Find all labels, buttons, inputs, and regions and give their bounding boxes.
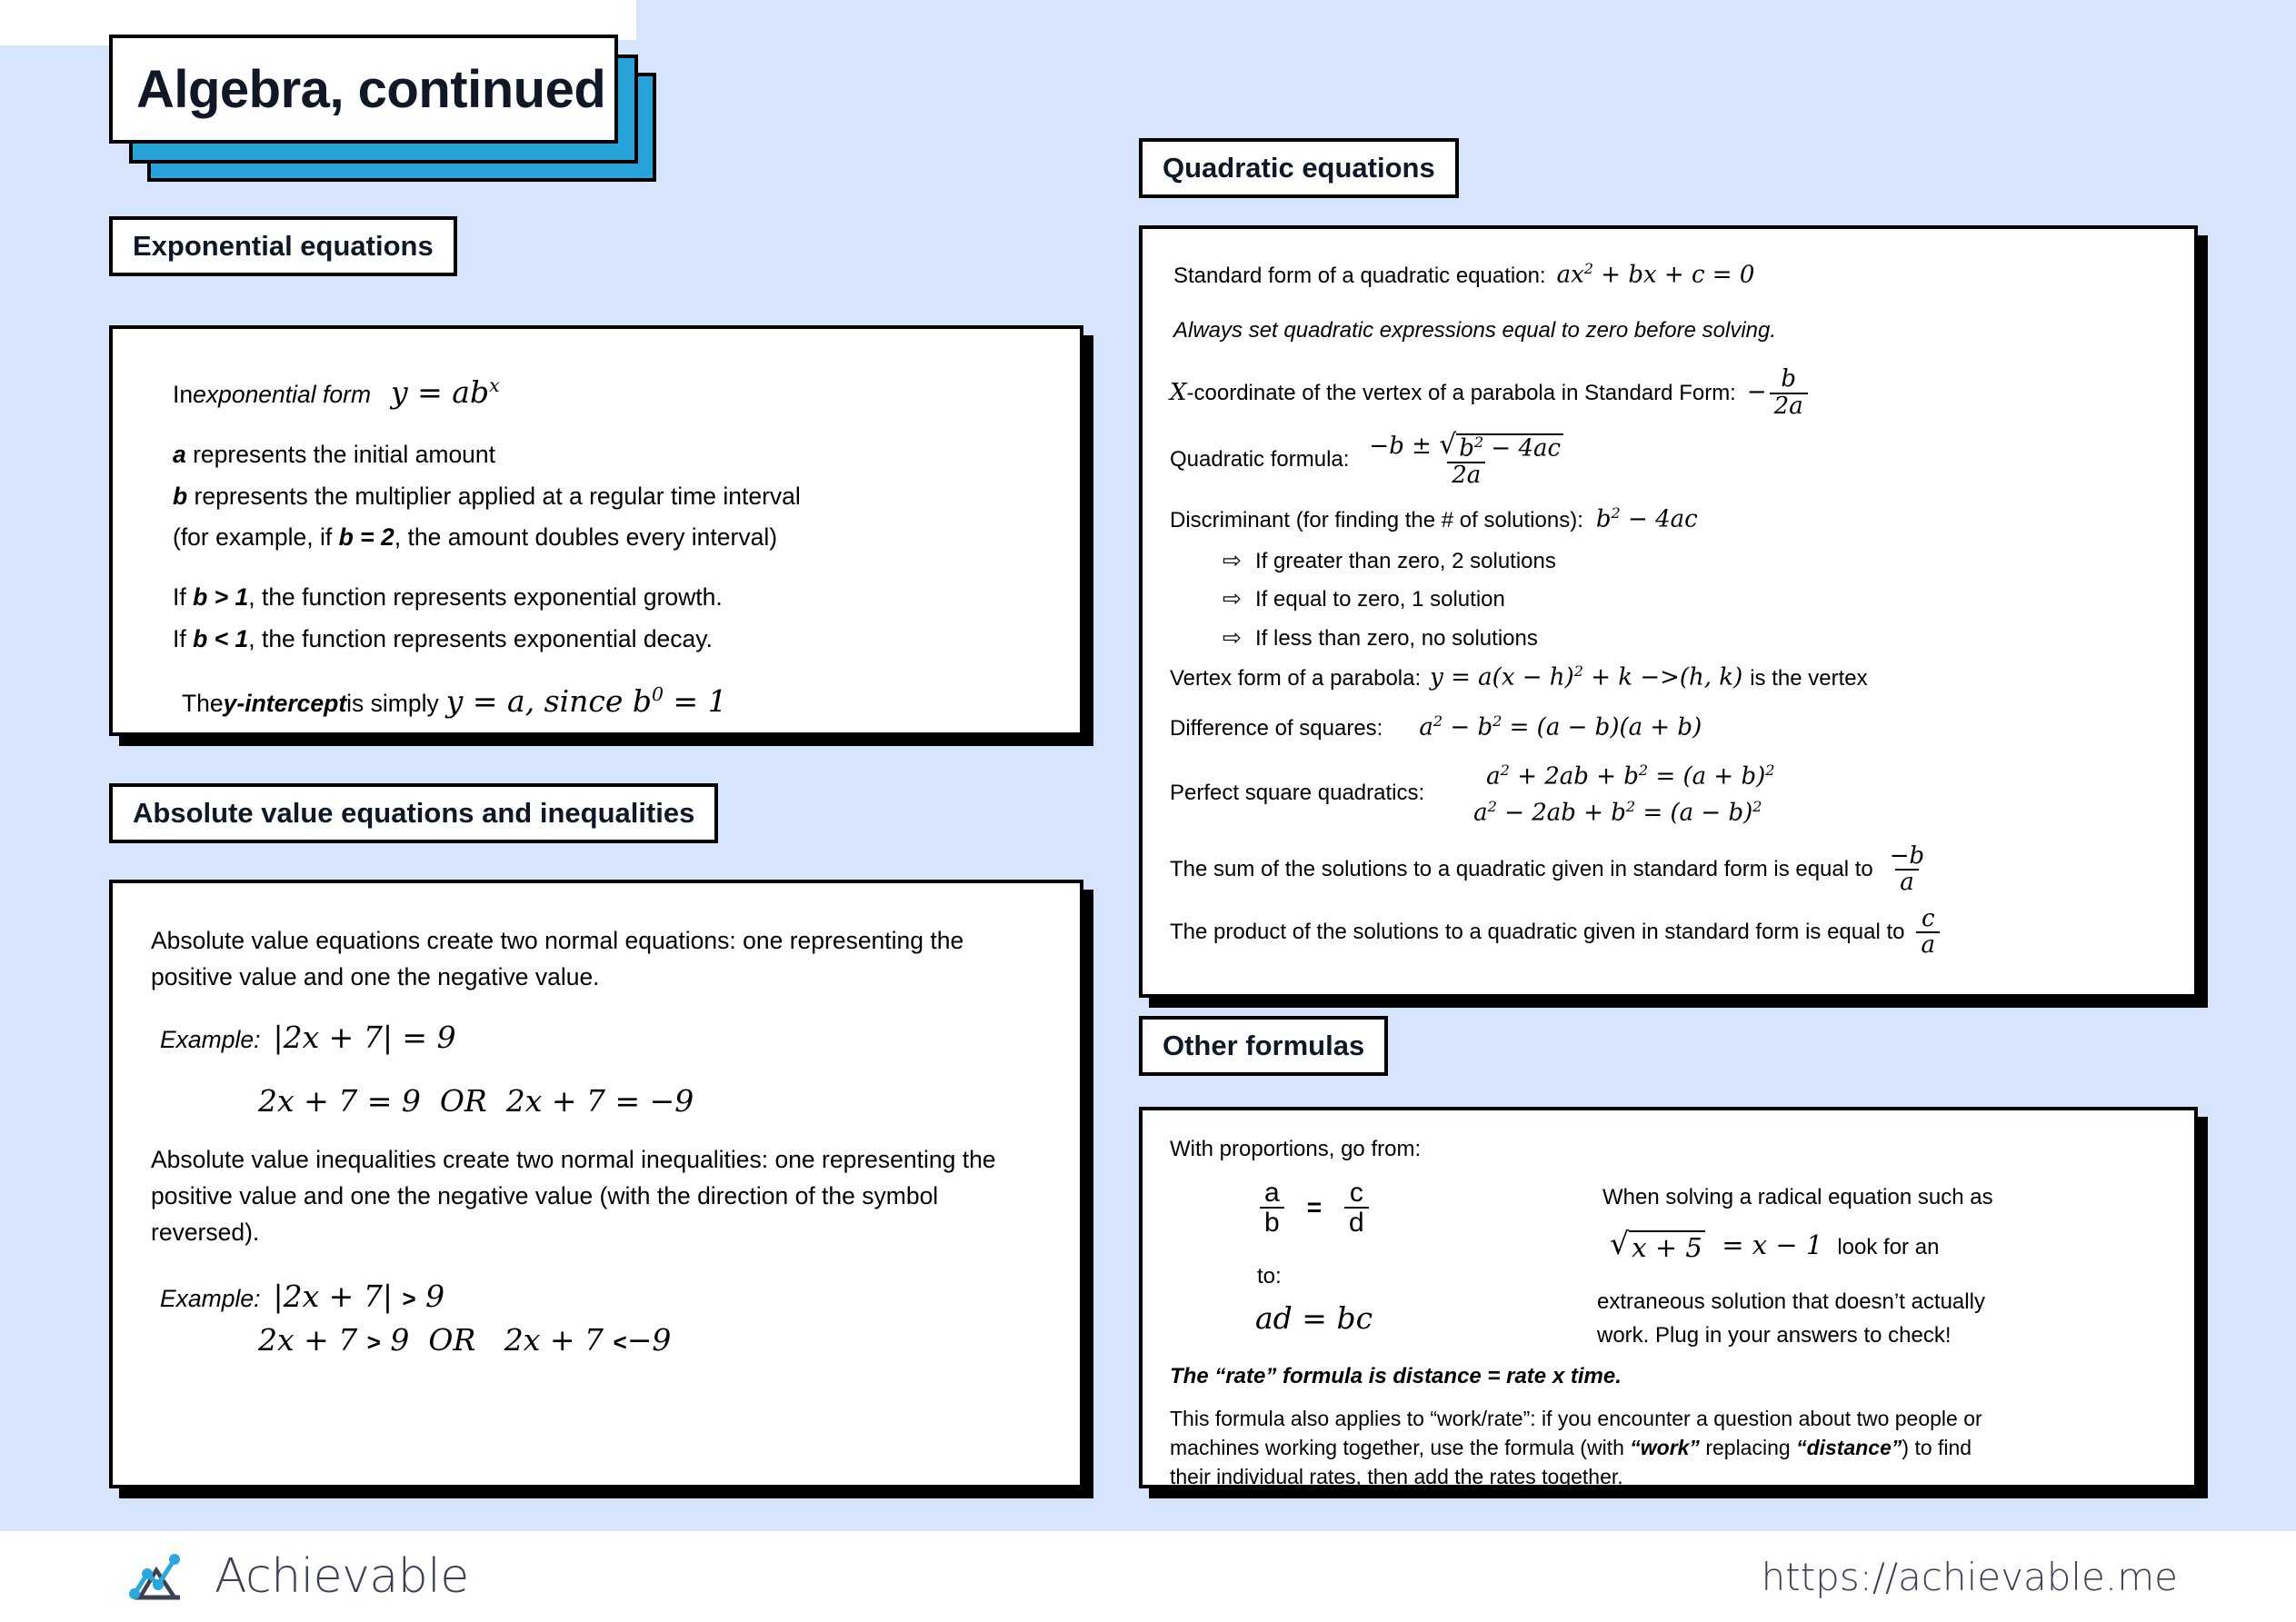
section-header-quadratic-label: Quadratic equations bbox=[1163, 152, 1435, 184]
abs-example-eq-row bbox=[160, 1020, 1053, 1059]
page-footer bbox=[0, 1531, 2296, 1622]
abs-example-ineq-row bbox=[160, 1279, 1053, 1318]
section-header-exponential-label: Exponential equations bbox=[133, 230, 434, 262]
exp-yintercept-row bbox=[182, 683, 1053, 722]
quad-sum-formula: $\frac{-b}{a}$ bbox=[1889, 842, 1925, 897]
exp-example-line bbox=[173, 520, 1053, 556]
section-header-other-formulas bbox=[1139, 1016, 1388, 1076]
quad-standard-label: Standard form of a quadratic equation: bbox=[1173, 263, 1546, 288]
exp-b-symbol: b bbox=[173, 482, 188, 510]
prop-equals: = bbox=[1306, 1193, 1323, 1222]
card-absolute-value bbox=[109, 880, 1083, 1488]
other-rate-note-pre: The “rate” formula is distance = rate bbox=[1170, 1363, 1552, 1388]
arrow-bullet-icon: ⇨ bbox=[1223, 625, 1242, 652]
other-work-rate-line2 bbox=[1170, 1433, 2171, 1462]
quad-perfect-formula-1: $a^2 + 2ab + b^2 = (a + b)^2$ bbox=[1486, 761, 1775, 791]
background-notch-left bbox=[0, 0, 109, 45]
quad-bullet-label: If greater than zero, 2 solutions bbox=[1255, 548, 1556, 573]
other-radical-line1: When solving a radical equation such as bbox=[1602, 1184, 1993, 1209]
quad-product-row bbox=[1170, 904, 2171, 960]
quad-difference-label: Difference of squares: bbox=[1170, 716, 1383, 741]
quad-discriminant-label: Discriminant (for finding the # of solutions): bbox=[1170, 507, 1583, 532]
exp-decay-bold: b < 1 bbox=[193, 624, 249, 652]
other-rate-note bbox=[1170, 1361, 2171, 1393]
exp-b-line bbox=[173, 479, 1053, 515]
abs-paragraph-1: Absolute value equations create two normal equations: one representing the positive value and one the negative value. bbox=[151, 927, 964, 990]
other-proportion-block bbox=[1166, 1166, 1584, 1352]
other-radical-line3: work. Plug in your answers to check! bbox=[1597, 1323, 1952, 1348]
other-radical-formula-row bbox=[1610, 1225, 2171, 1264]
section-header-exponential bbox=[109, 216, 457, 276]
quad-difference-row bbox=[1170, 712, 2171, 744]
exp-growth-line bbox=[173, 580, 1053, 616]
quad-sum-row bbox=[1170, 844, 2171, 896]
quad-vertex-form-row bbox=[1170, 662, 2171, 694]
exp-lead-row bbox=[173, 374, 1053, 413]
quad-bullet-label: If less than zero, no solutions bbox=[1255, 626, 1538, 652]
exp-yint-formula: y = a, since $b^0 = 1$ bbox=[445, 682, 727, 719]
quad-formula: −b ± √ $b^2 - 4ac$ 2a bbox=[1362, 432, 1571, 488]
exp-growth-post: , the function represents exponential growth. bbox=[248, 583, 723, 611]
other-rate-note-bold: x bbox=[1552, 1363, 1565, 1388]
quad-formula-row bbox=[1170, 428, 2171, 489]
quad-vertex-x-label-italic: X bbox=[1170, 378, 1187, 406]
exp-decay-pre: If bbox=[173, 624, 194, 652]
abs-example-label-1: Example: bbox=[160, 1025, 261, 1053]
brand-lockup bbox=[127, 1548, 469, 1605]
quad-vertex-x-row bbox=[1170, 367, 2171, 419]
section-header-other-formulas-label: Other formulas bbox=[1163, 1030, 1365, 1061]
title-card bbox=[109, 35, 618, 144]
other-to-label: to: bbox=[1257, 1263, 1282, 1289]
other-radical-line2: extraneous solution that doesn’t actually bbox=[1597, 1289, 1985, 1315]
arrow-bullet-icon: ⇨ bbox=[1223, 547, 1242, 573]
exp-example-bold: b = 2 bbox=[338, 523, 394, 552]
prop-den-right: d bbox=[1344, 1207, 1369, 1238]
quad-vertex-x-label: -coordinate of the vertex of a parabola in Standard Form: bbox=[1186, 380, 1736, 405]
abs-example-eq-split: 2x + 7 = 9 OR 2x + 7 = −9 bbox=[258, 1083, 694, 1119]
achievable-logo-icon bbox=[127, 1548, 205, 1605]
exp-growth-pre: If bbox=[173, 583, 194, 611]
exp-example-pre: (for example, if bbox=[173, 523, 339, 552]
prop-num-right: c bbox=[1349, 1177, 1363, 1208]
quad-always-note: Always set quadratic expressions equal to zero before solving. bbox=[1173, 318, 1777, 343]
quad-product-formula: $\frac{c}{a}$ bbox=[1913, 907, 1942, 959]
quad-perfect-formula-2: $a^2 - 2ab + b^2 = (a - b)^2$ bbox=[1473, 797, 1762, 827]
arrow-bullet-icon: ⇨ bbox=[1223, 586, 1242, 612]
page-title-stack bbox=[109, 35, 618, 144]
exp-yint-pre: The bbox=[182, 689, 224, 717]
exp-b-text: represents the multiplier applied at a regular time interval bbox=[187, 482, 801, 510]
other-cross-formula: ad = bc bbox=[1255, 1299, 1373, 1336]
other-rate-note-post: time. bbox=[1564, 1363, 1622, 1388]
wr-2e: ) to find bbox=[1902, 1435, 1972, 1459]
exp-decay-post: , the function represents exponential decay. bbox=[248, 624, 713, 652]
exp-yint-post: is simply bbox=[346, 689, 439, 717]
quad-vertex-form-tail: is the vertex bbox=[1750, 665, 1868, 691]
other-proportions-label: With proportions, go from: bbox=[1170, 1137, 1422, 1161]
exp-a-text: represents the initial amount bbox=[185, 440, 496, 468]
other-proportion-equation bbox=[1257, 1179, 1584, 1238]
wr-2a: machines working together, use the formula (with bbox=[1170, 1435, 1631, 1459]
quad-vertex-form-label: Vertex form of a parabola: bbox=[1170, 665, 1422, 691]
exp-lead-italic: exponential form bbox=[193, 381, 372, 408]
card-quadratic-equations bbox=[1139, 225, 2198, 998]
footer-url[interactable]: https://achievable.me bbox=[1761, 1554, 2178, 1599]
exp-a-line bbox=[173, 437, 1053, 473]
list-item bbox=[1223, 584, 2171, 616]
other-radical-formula: √ x + 5 = x − 1 bbox=[1610, 1225, 1823, 1263]
prop-den-left: b bbox=[1260, 1207, 1284, 1238]
abs-example-eq: |2x + 7| = 9 bbox=[273, 1019, 456, 1055]
wr-2b: “work” bbox=[1630, 1435, 1700, 1459]
quad-vertex-x-formula: − $\frac{b}{2a}$ bbox=[1747, 367, 1811, 419]
exp-decay-line bbox=[173, 622, 1053, 658]
quad-discriminant-row bbox=[1170, 504, 2171, 536]
abs-example-ineq-split: 2x + 7 > 9 OR 2x + 7 <−9 bbox=[258, 1322, 672, 1358]
wr-2c: replacing bbox=[1699, 1435, 1797, 1459]
other-radical-block bbox=[1584, 1166, 2171, 1352]
exp-formula: $y = ab^x$ bbox=[391, 374, 500, 410]
page-title: Algebra, continued bbox=[136, 59, 606, 119]
quad-bullet-label: If equal to zero, 1 solution bbox=[1255, 587, 1505, 612]
abs-example-ineq: |2x + 7| > 9 bbox=[273, 1278, 445, 1314]
prop-num-left: a bbox=[1264, 1177, 1280, 1208]
exp-yint-bold: y-intercept bbox=[223, 689, 347, 717]
quad-discriminant-bullets bbox=[1223, 546, 2171, 655]
quad-standard-formula: $ax^2$ + bx + c = 0 bbox=[1556, 260, 1755, 289]
quad-perfect-label: Perfect square quadratics: bbox=[1170, 781, 1425, 806]
wr-2d: “distance” bbox=[1796, 1435, 1902, 1459]
section-header-absolute-value-label: Absolute value equations and inequalities bbox=[133, 797, 695, 829]
exp-example-post: , the amount doubles every interval) bbox=[394, 523, 778, 552]
quad-perfect-row bbox=[1170, 761, 2171, 826]
section-header-quadratic bbox=[1139, 138, 1459, 198]
other-work-rate-line3: their individual rates, then add the rates together. bbox=[1170, 1465, 1623, 1489]
quad-discriminant-formula: $b^2 - 4ac$ bbox=[1595, 504, 1698, 533]
list-item bbox=[1223, 623, 2171, 655]
quad-sum-text: The sum of the solutions to a quadratic given in standard form is equal to bbox=[1170, 857, 1873, 882]
quad-vertex-form-formula: $y = a(x - h)^2 + k ->(h$, k) bbox=[1430, 662, 1743, 692]
quad-product-text: The product of the solutions to a quadratic given in standard form is equal to bbox=[1170, 920, 1905, 945]
section-header-absolute-value bbox=[109, 783, 718, 843]
abs-example-label-2: Example: bbox=[160, 1284, 261, 1312]
list-item bbox=[1223, 546, 2171, 578]
quad-formula-label: Quadratic formula: bbox=[1170, 446, 1350, 472]
quad-difference-formula: $a^2 - b^2 = (a - b)(a + b)$ bbox=[1419, 712, 1702, 742]
other-work-rate-paragraph bbox=[1170, 1404, 2171, 1492]
card-other-formulas bbox=[1139, 1107, 2198, 1488]
abs-paragraph-2: Absolute value inequalities create two normal inequalities: one representing the positive value and one the negative value (with the direction of the symbol reversed). bbox=[151, 1146, 996, 1246]
other-work-rate-line1: This formula also applies to “work/rate”: if you encounter a question about two people or bbox=[1170, 1406, 1982, 1430]
other-radical-tail: look for an bbox=[1837, 1234, 1940, 1259]
exp-growth-bold: b > 1 bbox=[193, 583, 249, 611]
card-exponential-equations bbox=[109, 325, 1083, 736]
brand-name: Achievable bbox=[215, 1549, 469, 1604]
exp-a-symbol: a bbox=[173, 440, 186, 468]
exp-lead-prefix: In bbox=[173, 381, 194, 408]
quad-standard-row bbox=[1173, 260, 2171, 292]
